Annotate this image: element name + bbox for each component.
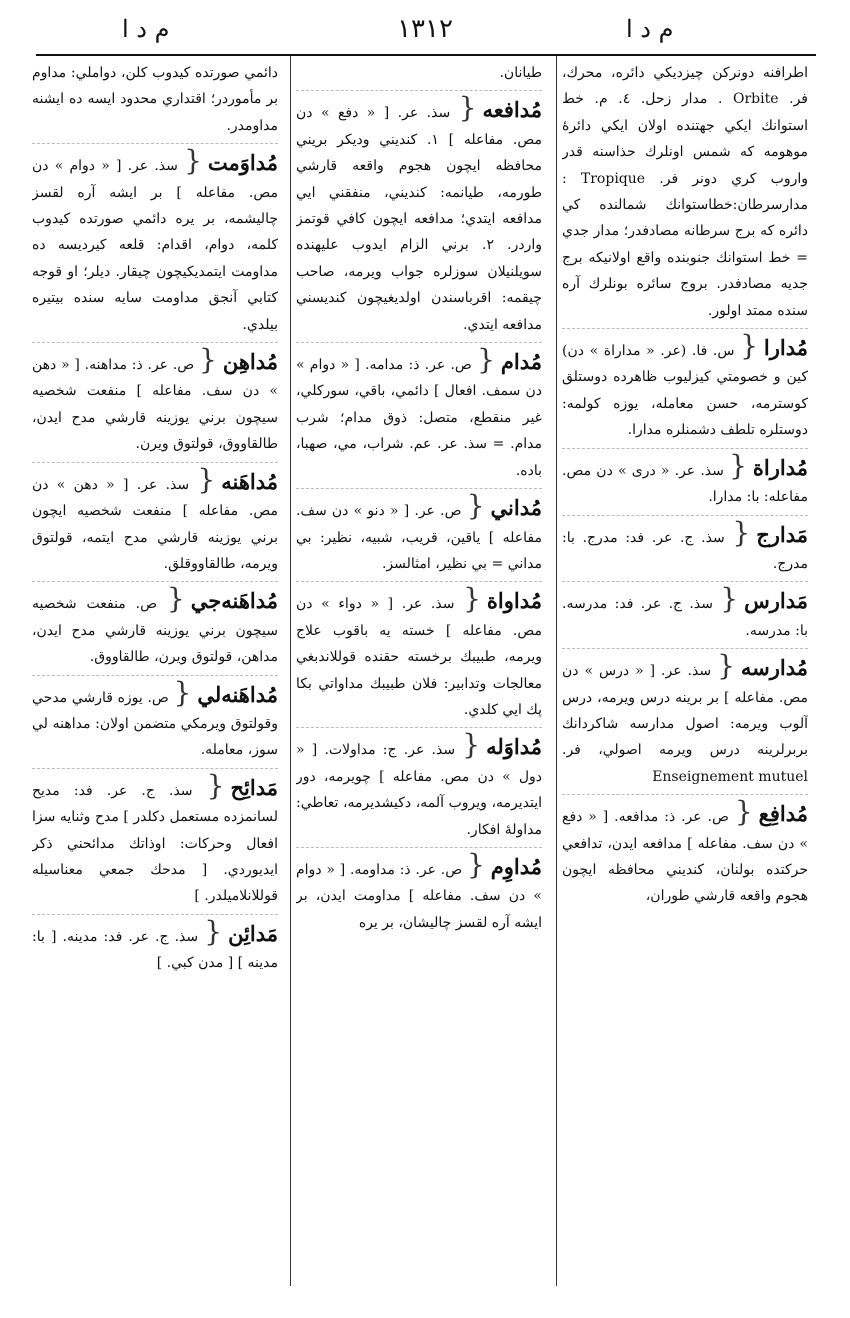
dictionary-entry [296,342,542,484]
brace-glyph: { [184,144,202,178]
entry-text: ص. عر. ذ: مداومه. [ « دوام » دن سف. مفاعله ] مداومت ايدن، بر ايشه آره لقسز چاليشان، بر يره [296,861,542,931]
dictionary-entry [562,581,808,644]
dictionary-entry [296,488,542,577]
brace-glyph: { [204,914,223,948]
dictionary-entry [32,768,278,910]
header-rule [36,54,816,56]
brace-glyph: { [197,462,216,496]
entry-text: ص. عر. ذ: مداهنه. [ « دهن » دن سف. مفاعله ] منفعت شخصيه سيچون برني يوزينه قارشي مدح ايدن، طالقاووق، قولتوق ويرن. [32,357,278,453]
entry-headword: مُداوَمت [207,150,278,176]
brace-glyph: { [206,768,225,802]
entry-headword: مُدافِع [758,801,808,827]
dictionary-entry [32,60,278,139]
entry-text: سذ. عر. [ « دفع » دن مص. مفاعله ] ١. كنديني وديكر بريني محافظه ايچون هجوم واقعه قارشي طورمه، طيانمه: كنديني، منفقني ايي مدافعه ايتدي؛ مدافعه ايچون كافي قوتمز واردر. ٢. برني الزام ايدوب عليهنده سويلنيلان سوزلره جواب ويرمه، صاحب چيقمه: اقرباسندن اولديغيچون كنديسني مدافعه ايتدي. [296,105,542,333]
entry-text: اطرافنه دونركن چيزديكي دائره، محرك، فر. Orbite . مدار زحل. ٤. م. خط استوانك ايكي جهتنده اولان ايكي دائرهٔ موهومه كه شمس اونلرك حذاسنه قدر واروب كري دونر فر. Tropique : مدارسرطان:خطاستوانك شمالنده كي دائره كه برج سرطانه مصادفدر؛ مدار جدي = خط استوانك جنوبنده واقع اولانيكه برج جديه مصادفدر. بروج سائره بونلرك آره سنده ممتد اولور. [562,65,808,319]
column-middle [296,60,542,1290]
column-left [32,60,278,1290]
entry-text: سذ. عر. ج: مداولات. [ « دول » دن مص. مفاعله ] چويرمه، دور ايتديرمه، ويروب آلمه، دكيشديرمه، تعاطي: مداولهٔ افكار. [296,742,542,838]
dictionary-entry [562,794,808,910]
entry-headword: مُدافعه [482,97,542,123]
dictionary-entry [32,462,278,578]
entry-headword: مُداوَله [486,734,542,760]
entry-text: سذ. ج. عر. فد: مدرسه. با: مدرسه. [562,596,808,639]
brace-glyph: { [717,649,735,683]
brace-glyph: { [462,728,481,762]
brace-glyph: { [466,489,485,523]
entry-text: ص. عر. ذ: مدافعه. [ « دفع » دن سف. مفاعله ] مدافعه ايدن، تدافعي حركتده بولنان، كنديني محافظه ايچون هجوم واقعه قارشي طوران، [562,809,808,905]
dictionary-entry [296,90,542,338]
brace-glyph: { [729,448,747,482]
entry-headword: مُداوِم [490,853,542,879]
dictionary-entry [562,60,808,324]
dictionary-entry [32,581,278,670]
page-header [0,14,850,54]
dictionary-entry [562,648,808,790]
entry-text: ص. يوزه قارشي مدحي وقولتوق ويرمكي متضمن اولان: مداهنه لي سوز، معامله. [32,689,278,759]
column-right [562,60,808,1290]
entry-text: سذ. ج. عر. فد: مدرج. با: مدرج. [562,529,808,572]
entry-headword: مُدارسه [740,655,808,681]
dictionary-entry [562,515,808,578]
entry-text: سذ. عر. [ « دوام » دن مص. مفاعله ] بر ايشه آره لقسز چاليشمه، بر يره دائمي صورتده كيدوب كلمه، دوام، اقدام: قلعه كيرديسه ده مداومت ايتمديكيچون چيقار. ديلر؛ او قوجه كتابي آنجق مداومت سايه سنده بيتيره بيلدي. [32,158,278,333]
entry-headword: مُداهَنه [221,468,278,494]
brace-glyph: { [720,582,739,616]
brace-glyph: { [466,847,485,881]
dictionary-entry [296,727,542,843]
entry-text: ص. عر. [ « دنو » دن سف. مفاعله ] ياقين، قريب، شبيه، نظير: بي مداني = بي نظير، امثالسز. [296,503,542,572]
dictionary-entry [32,143,278,338]
dictionary-entry [296,847,542,936]
dictionary-entry [296,581,542,723]
entry-headword: مَدارج [756,521,808,547]
brace-glyph: { [173,675,192,709]
dictionary-entry [32,914,278,977]
entry-text: سذ. ج. عر. فد: مدينه. [ با: مدينه ] [ مدن كبي. ] [32,928,278,972]
entry-text: سذ. عر. « درى » دن مص. مفاعله: با: مدارا. [562,462,808,506]
entry-headword: مُدارا [763,335,808,361]
brace-glyph: { [477,343,495,377]
page-number: ١٣١٢ [397,14,453,44]
dictionary-entry [32,342,278,458]
brace-glyph: { [463,582,481,616]
entry-text: دائمي صورتده كيدوب كلن، دواملي: مداوم بر مأموردر؛ اقتداري محدود ايسه ده ايشنه مداومدر. [32,65,278,134]
entry-headword: مَدائِح [230,774,278,800]
brace-glyph: { [166,582,185,616]
entry-text: سذ. ج. عر. فد: مديح لسانمزده مستعمل دكلدر ] مدح وثنايه سزا افعال وحركات: اوذاتك مدائحني ذكر ايديوردي. [ مدحك جمعي معناسيله قوللانلاميلدر. ] [32,782,278,905]
running-head-right: م د ا [626,15,674,43]
entry-headword: مُداهَنه‌جي [190,588,278,614]
entry-text: ص. عر. ذ: مدامه. [ « دوام » دن سمف. افعال ] دائمي، باقي، سوركلي، غير منقطع، متصل: ذوق مدام؛ شرب مدام. = سذ. عر. عم. شراب، مي، صهبا، باده. [296,357,542,479]
brace-glyph: { [732,515,751,549]
entry-text: س. فا. (عر. « مداراة » دن) كين و خصومتي كيزليوب ظاهرده دوستلق كوسترمه، حسن معامله، يوزه كولمه: دوستلره تلطف دشمنلره مدارا. [562,343,808,439]
brace-glyph: { [458,91,477,125]
dictionary-entry [562,328,808,444]
entry-headword: مُداهِن [222,349,278,375]
entry-text: طيانان. [499,65,542,81]
entry-text: سذ. عر. [ « دهن » دن مص. مفاعله ] منفعت شخصيه ايچون برني يوزينه قارشي مدح ايتمه، قولتوق ويرمه، طالقاووقلق. [32,476,278,572]
dictionary-entry [32,675,278,764]
brace-glyph: { [734,795,753,829]
brace-glyph: { [740,329,758,363]
entry-headword: مَدائِن [228,920,278,946]
entry-headword: مُداواة [486,588,542,614]
dictionary-entry [562,448,808,511]
column-separator [290,56,291,1286]
entry-text: ص. منفعت شخصيه سيچون برني يوزينه قارشي مدح ايدن، مداهن، قولتوق ويرن، طالقاووق. [32,596,278,666]
entry-headword: مُداراة [752,454,808,480]
running-head-left: م د ا [122,15,170,43]
dictionary-entry [296,60,542,86]
entry-text: سذ. عر. [ « درس » دن مص. مفاعله ] بر برينه درس ويرمه، درس آلوب ويرمه: اصول مدارسه شاكردانك بربرلرينه درس ويرمه اصولي، فر. Enseignement mutuel [562,663,808,785]
entry-headword: مَدارس [744,588,808,614]
column-separator [556,56,557,1286]
entry-headword: مُداني [490,495,542,521]
entry-text: سذ. عر. [ « دواء » دن مص. مفاعله ] خسته يه باقوب علاج ويرمه، طبيبك برخسته حقنده قوللاندبغي معالجات وتدابير: فلان طبيبك مداواتي بكا پك ايي كلدي. [296,596,542,718]
brace-glyph: { [199,343,217,377]
entry-headword: مُدام [500,349,542,375]
entry-headword: مُداهَنه‌لي [197,681,278,707]
